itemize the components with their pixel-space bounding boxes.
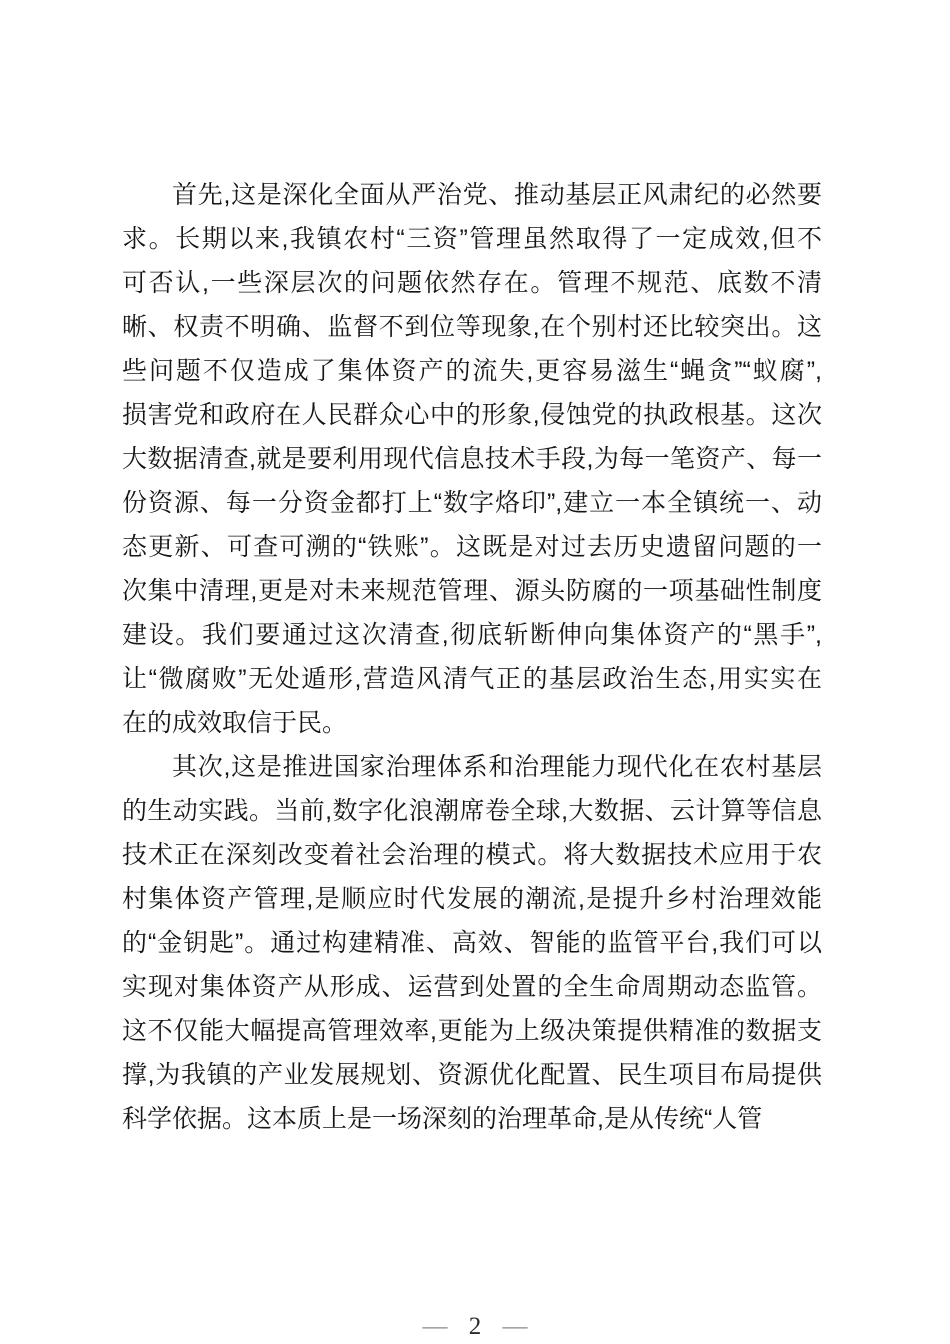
text-line: 其次,这是推进国家治理体系和治理能力现代化在农村基层 [172, 753, 822, 781]
text-line: 晰、权责不明确、监督不到位等现象,在个别村还比较突出。这 [122, 313, 822, 341]
text-line: 的“金钥匙”。通过构建精准、高效、智能的监管平台,我们可以 [122, 929, 822, 957]
page-footer [0, 1313, 950, 1341]
text-line: 实现对集体资产从形成、运营到处置的全生命周期动态监管。 [122, 973, 822, 1001]
text-line: 求。长期以来,我镇农村“三资”管理虽然取得了一定成效,但不 [122, 225, 822, 253]
text-line: 让“微腐败”无处遁形,营造风清气正的基层政治生态,用实实在 [122, 665, 822, 693]
text-line: 科学依据。这本质上是一场深刻的治理革命,是从传统“人管 [122, 1105, 763, 1133]
text-line: 些问题不仅造成了集体资产的流失,更容易滋生“蝇贪”“蚁腐”, [122, 357, 822, 385]
text-line: 可否认,一些深层次的问题依然存在。管理不规范、底数不清 [122, 269, 822, 297]
text-line: 撑,为我镇的产业发展规划、资源优化配置、民生项目布局提供 [122, 1061, 822, 1089]
text-line: 损害党和政府在人民群众心中的形象,侵蚀党的执政根基。这次 [122, 401, 822, 429]
text-line: 态更新、可查可溯的“铁账”。这既是对过去历史遗留问题的一 [122, 533, 822, 561]
text-line: 次集中清理,更是对未来规范管理、源头防腐的一项基础性制度 [122, 577, 822, 605]
footer-right-dash: — [502, 1313, 528, 1340]
text-line: 村集体资产管理,是顺应时代发展的潮流,是提升乡村治理效能 [122, 885, 822, 913]
page-number: 2 [468, 1313, 482, 1340]
text-line: 在的成效取信于民。 [122, 709, 348, 737]
text-line: 建设。我们要通过这次清查,彻底斩断伸向集体资产的“黑手”, [122, 621, 822, 649]
text-line: 份资源、每一分资金都打上“数字烙印”,建立一本全镇统一、动 [122, 489, 822, 517]
text-line: 这不仅能大幅提高管理效率,更能为上级决策提供精准的数据支 [122, 1017, 822, 1045]
document-body [122, 173, 822, 1141]
text-line: 首先,这是深化全面从严治党、推动基层正风肃纪的必然要 [172, 181, 822, 209]
text-line: 技术正在深刻改变着社会治理的模式。将大数据技术应用于农 [122, 841, 822, 869]
footer-left-dash: — [422, 1313, 448, 1340]
paragraph [122, 173, 822, 745]
text-line: 的生动实践。当前,数字化浪潮席卷全球,大数据、云计算等信息 [122, 797, 822, 825]
text-line: 大数据清查,就是要利用现代信息技术手段,为每一笔资产、每一 [122, 445, 822, 473]
paragraph [122, 745, 822, 1141]
